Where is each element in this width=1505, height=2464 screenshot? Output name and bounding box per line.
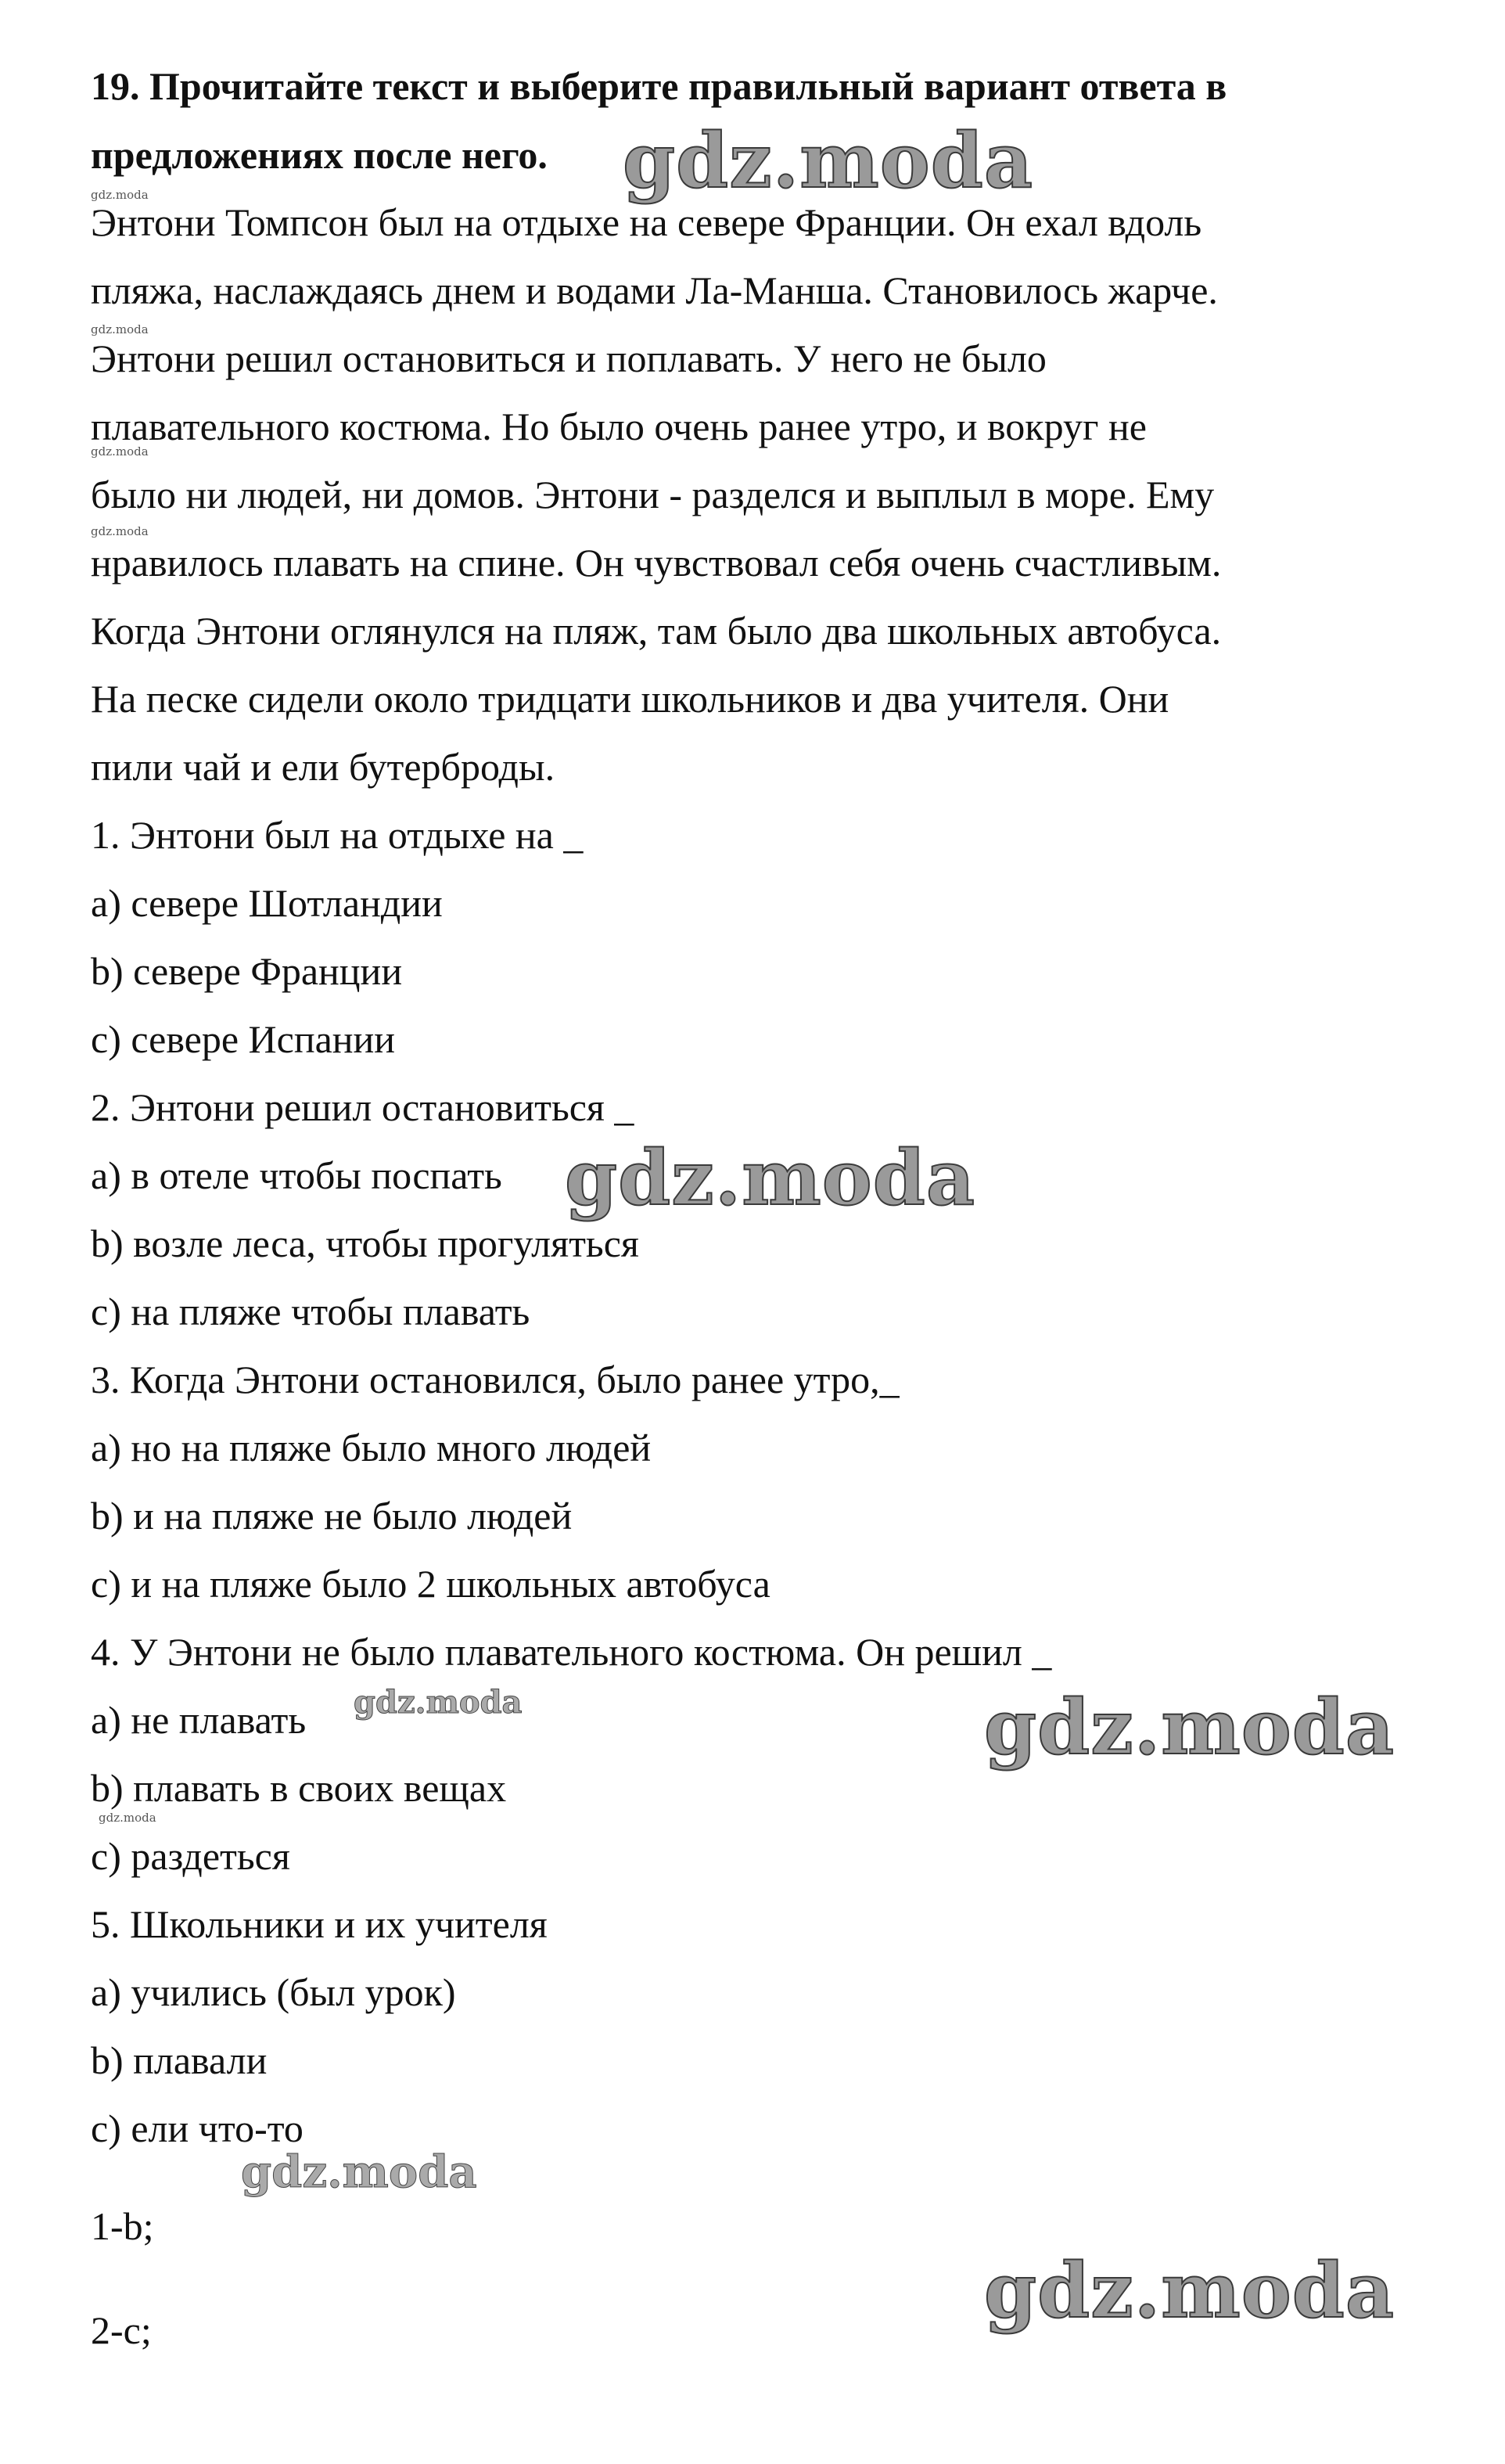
watermark-tiny: gdz.moda [99,1811,156,1825]
question-3: 3. Когда Энтони остановился, было ранее утро,_ [91,1358,900,1401]
watermark-logo-small: gdz.moda [241,2146,477,2198]
watermark-logo: gdz.moda [984,2246,1395,2335]
question-2-option-c: c) на пляже чтобы плавать [91,1290,530,1333]
text-line: Энтони Томпсон был на отдыхе на севере Франции. Он ехал вдоль [91,200,1202,244]
watermark-logo: gdz.moda [623,117,1034,205]
watermark-tiny: gdz.moda [91,188,149,202]
watermark-tiny: gdz.moda [91,524,149,538]
question-4-option-c: c) раздеться [91,1834,290,1878]
text-line: На песке сидели около тридцати школьников и два учителя. Они [91,677,1169,721]
text-line: пляжа, наслаждаясь днем и водами Ла-Манша. Становилось жарче. [91,268,1218,312]
text-line: нравилось плавать на спине. Он чувствовал себя очень счастливым. [91,541,1222,585]
watermark-logo: gdz.moda [565,1134,976,1222]
watermark-logo: gdz.moda [984,1683,1395,1772]
answer-1: 1-b; [91,2204,154,2248]
question-1: 1. Энтони был на отдыхе на _ [91,813,584,857]
question-2-option-b: b) возле леса, чтобы прогуляться [91,1221,639,1265]
question-2: 2. Энтони решил остановиться _ [91,1085,634,1129]
task-title-line-1: 19. Прочитайте текст и выберите правильный вариант ответа в [91,64,1227,108]
watermark-tiny: gdz.moda [91,444,149,459]
text-line: было ни людей, ни домов. Энтони - разделся и выплыл в море. Ему [91,473,1215,516]
question-2-option-a: a) в отеле чтобы поспать [91,1153,502,1197]
question-5-option-c: c) ели что-то [91,2106,304,2150]
question-5-option-b: b) плавали [91,2038,268,2082]
question-3-option-b: b) и на пляже не было людей [91,1494,573,1538]
text-line: Когда Энтони оглянулся на пляж, там было два школьных автобуса. [91,609,1222,653]
question-1-option-b: b) севере Франции [91,949,403,993]
text-line: Энтони решил остановиться и поплавать. У него не было [91,336,1047,380]
question-3-option-c: c) и на пляже было 2 школьных автобуса [91,1562,770,1606]
question-1-option-a: a) севере Шотландии [91,881,443,925]
watermark-tiny: gdz.moda [91,322,149,336]
task-title-line-2: предложениях после него. [91,133,548,177]
answer-2: 2-c; [91,2308,152,2352]
text-line: плавательного костюма. Но было очень ранее утро, и вокруг не [91,405,1147,448]
question-5-option-a: a) учились (был урок) [91,1970,456,2014]
question-1-option-c: c) севере Испании [91,1017,396,1061]
question-4-option-a: a) не плавать [91,1698,307,1742]
question-5: 5. Школьники и их учителя [91,1902,548,1946]
watermark-logo-small: gdz.moda [354,1684,523,1721]
question-4-option-b: b) плавать в своих вещах [91,1766,507,1810]
text-line: пили чай и ели бутерброды. [91,745,555,789]
question-4: 4. У Энтони не было плавательного костюма. Он решил _ [91,1630,1052,1674]
question-3-option-a: a) но на пляже было много людей [91,1426,652,1469]
